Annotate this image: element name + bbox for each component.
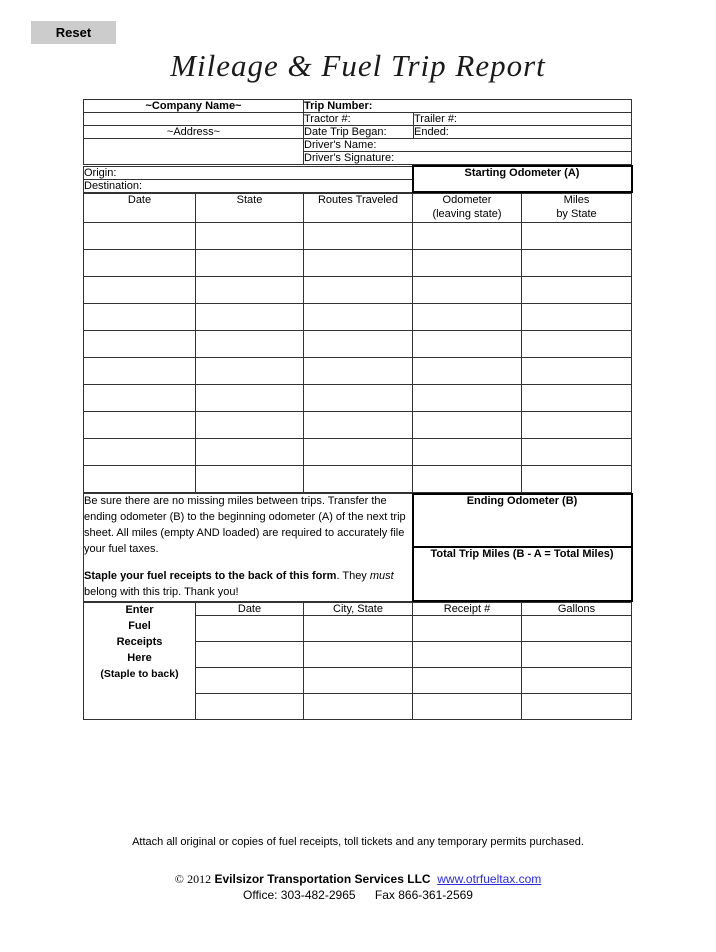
cell-date[interactable] [84,276,196,303]
cell-date[interactable] [84,249,196,276]
cell-state[interactable] [196,222,304,249]
cell-odometer[interactable] [413,249,522,276]
contact-line [0,888,716,902]
instructions-paragraph-1: Be sure there are no missing miles between trips. Transfer the ending odometer (B) to the beginning odometer (A) of the next trip sheet. All miles (empty AND loaded) are required to accurately file your fuel taxes. [84,495,406,555]
column-header-date: Date [84,194,196,223]
company-blank-cell-2[interactable] [84,139,304,165]
column-header-state: State [196,194,304,223]
cell-routes[interactable] [304,303,413,330]
cell-gallons[interactable] [522,642,632,668]
cell-state[interactable] [196,276,304,303]
cell-receipt-number[interactable] [413,694,522,720]
cell-miles[interactable] [522,411,632,438]
table-row [84,139,632,152]
driver-signature-cell[interactable]: Driver's Signature: [304,152,632,165]
starting-odometer-cell[interactable]: Starting Odometer (A) [413,166,632,192]
instructions-paragraph-2 [84,569,412,601]
odometer-header-line2: (leaving state) [432,207,502,220]
reset-button[interactable]: Reset [31,21,116,44]
cell-state[interactable] [196,384,304,411]
copyright-line [0,872,716,887]
cell-date[interactable] [84,438,196,465]
cell-odometer[interactable] [413,357,522,384]
cell-fuel-date[interactable] [196,694,304,720]
instructions-italic-text: must [369,569,394,582]
table-row [84,166,632,179]
fuel-label-line2: Fuel [128,620,151,633]
table-row [84,384,632,411]
cell-odometer[interactable] [413,276,522,303]
trip-report-form [83,99,631,720]
cell-state[interactable] [196,303,304,330]
driver-name-cell[interactable]: Driver's Name: [304,139,632,152]
ending-odometer-cell[interactable]: Ending Odometer (B) [413,494,632,548]
cell-routes[interactable] [304,357,413,384]
cell-state[interactable] [196,465,304,492]
cell-state[interactable] [196,249,304,276]
cell-gallons[interactable] [522,668,632,694]
cell-routes[interactable] [304,249,413,276]
table-row [84,222,632,249]
table-row [84,100,632,113]
cell-odometer[interactable] [413,303,522,330]
cell-odometer[interactable] [413,330,522,357]
cell-odometer[interactable] [413,411,522,438]
table-row [84,330,632,357]
table-row [84,411,632,438]
table-row [84,276,632,303]
total-trip-miles-cell[interactable]: Total Trip Miles (B - A = Total Miles) [413,547,632,601]
cell-date[interactable] [84,465,196,492]
cell-routes[interactable] [304,438,413,465]
cell-city-state[interactable] [304,642,413,668]
cell-miles[interactable] [522,249,632,276]
odometer-header-line1: Odometer [442,194,492,206]
table-row [84,465,632,492]
table-row [84,438,632,465]
cell-miles[interactable] [522,330,632,357]
fuel-label-line4: Here [127,651,152,664]
cell-city-state[interactable] [304,694,413,720]
cell-date[interactable] [84,384,196,411]
attach-note: Attach all original or copies of fuel receipts, toll tickets and any temporary permits purchased. [132,836,584,848]
cell-receipt-number[interactable] [413,616,522,642]
fax-number: Fax 866-361-2569 [374,888,473,902]
trailer-number-cell[interactable]: Trailer #: [414,113,632,126]
cell-state[interactable] [196,438,304,465]
website-link[interactable]: www.otrfueltax.com [437,872,542,886]
table-row [84,126,632,139]
cell-state[interactable] [196,411,304,438]
cell-routes[interactable] [304,465,413,492]
cell-gallons[interactable] [522,616,632,642]
copyright-year: 2012 [187,872,212,886]
instructions-bold-text: Staple your fuel receipts to the back of this form [84,569,337,582]
company-name-cell[interactable]: ~Company Name~ [84,100,304,113]
column-header-city-state: City, State [304,603,413,616]
tractor-number-cell[interactable]: Tractor #: [304,113,414,126]
mileage-header-row [84,194,632,223]
cell-miles[interactable] [522,357,632,384]
cell-miles[interactable] [522,438,632,465]
destination-cell[interactable]: Destination: [84,179,413,192]
instructions-mid-text: . They [336,569,370,582]
cell-miles[interactable] [522,303,632,330]
cell-routes[interactable] [304,384,413,411]
trip-number-cell[interactable]: Trip Number: [304,100,632,113]
fuel-receipts-label [84,603,196,720]
fuel-label-line3: Receipts [116,636,163,648]
cell-city-state[interactable] [304,668,413,694]
fuel-receipts-table [83,602,632,720]
table-row [84,113,632,126]
column-header-receipt-number: Receipt # [413,603,522,616]
office-phone: Office: 303-482-2965 [243,888,356,902]
mileage-table [83,193,632,493]
cell-odometer[interactable] [413,384,522,411]
cell-receipt-number[interactable] [413,642,522,668]
cell-city-state[interactable] [304,616,413,642]
cell-receipt-number[interactable] [413,668,522,694]
instructions-totals-table [83,493,633,603]
table-row [84,249,632,276]
cell-state[interactable] [196,330,304,357]
cell-routes[interactable] [304,222,413,249]
origin-cell[interactable]: Origin: [84,166,413,179]
header-info-table [83,99,632,165]
cell-gallons[interactable] [522,694,632,720]
fuel-header-row [84,603,632,616]
cell-miles[interactable] [522,465,632,492]
cell-odometer[interactable] [413,438,522,465]
cell-fuel-date[interactable] [196,668,304,694]
cell-odometer[interactable] [413,465,522,492]
cell-date[interactable] [84,330,196,357]
cell-date[interactable] [84,411,196,438]
date-ended-cell[interactable]: Ended: [414,126,632,139]
column-header-gallons: Gallons [522,603,632,616]
miles-header-line1: Miles [563,194,590,206]
column-header-routes-traveled: Routes Traveled [304,194,413,223]
column-header-miles-by-state [522,194,632,223]
miles-header-line2: by State [556,207,597,220]
cell-routes[interactable] [304,276,413,303]
column-header-fuel-date: Date [196,603,304,616]
company-name: Evilsizor Transportation Services LLC [214,872,431,886]
cell-date[interactable] [84,357,196,384]
cell-miles[interactable] [522,384,632,411]
cell-fuel-date[interactable] [196,642,304,668]
table-row [84,494,632,548]
cell-fuel-date[interactable] [196,616,304,642]
cell-date[interactable] [84,303,196,330]
address-cell[interactable]: ~Address~ [84,126,304,139]
cell-state[interactable] [196,357,304,384]
origin-destination-table [83,165,633,193]
cell-miles[interactable] [522,222,632,249]
cell-routes[interactable] [304,411,413,438]
fuel-label-line1: Enter [125,604,154,617]
cell-routes[interactable] [304,330,413,357]
cell-date[interactable] [84,222,196,249]
cell-odometer[interactable] [413,222,522,249]
table-row [84,303,632,330]
company-blank-cell-1[interactable] [84,113,304,126]
page-title: Mileage & Fuel Trip Report [170,48,546,83]
copyright-symbol: © [174,872,184,886]
instructions-end-text: belong with this trip. Thank you! [84,585,239,598]
table-row [84,357,632,384]
cell-miles[interactable] [522,276,632,303]
column-header-odometer [413,194,522,223]
fuel-label-line5: (Staple to back) [100,667,179,680]
instructions-cell [84,494,413,602]
date-began-cell[interactable]: Date Trip Began: [304,126,414,139]
